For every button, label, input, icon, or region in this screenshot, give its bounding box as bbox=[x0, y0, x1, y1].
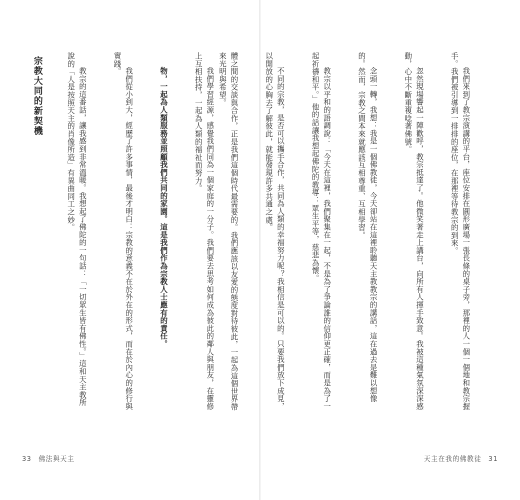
right-page-number: 31 bbox=[488, 455, 498, 463]
left-page-number: 33 bbox=[22, 455, 32, 463]
left-paragraph: 我們從小到大，經歷了許多事情，最後才明白：宗教的意義不在於外在的形式，而在於內心的修行與實踐。 bbox=[113, 52, 134, 410]
right-paragraph: 體之間的交談與合作，正是我們這個時代最需要的。我們應該以友愛的態度對待彼此，一起為這個世界帶來光明與希望。 bbox=[218, 52, 239, 411]
left-paragraph: 我們學習經源，感覺我們同為一個家庭的一分子。我們要去思考如何成為彼此的鄰人與朋友，在靈修上互相扶持，一起為人類的福祉而努力。 bbox=[194, 52, 215, 410]
section-heading: 宗教大同的新契機 bbox=[31, 56, 42, 136]
right-page bbox=[218, 0, 520, 500]
right-paragraph: 我們來到了教宗演講的平台，座位安排在圓形廣場一張長條的桌子旁，那裡的人一個一個地和教宗握手。我們被引導到一排排的座位，在那裡等待教宗的到來。 bbox=[450, 52, 471, 410]
right-paragraph: 忽然現場響起一陣歡呼，教宗抵達了。他微笑著走上講台，向所有人揮手致意。我被這種氣氛深深感動，心中不斷重複唸著佛號。 bbox=[403, 52, 425, 410]
left-paragraph: 物，一起為人類服務並照顧我們共同的家園。這是我們作為宗教人士應有的責任。 bbox=[159, 66, 169, 348]
right-paragraph: 教宗以平和的語調說：「今天在這裡，我們聚集在一起，不是為了爭論誰的信仰更正確，而是為了一起祈禱和平。」他的話讓我想起佛陀的教導：眾生平等，慈悲為懷。 bbox=[311, 52, 332, 410]
right-folio bbox=[417, 453, 498, 463]
right-running-title: 天主在我的佛教徒 bbox=[423, 455, 482, 463]
right-paragraph: 念頭一轉，我想：我是一個佛教徒，今天卻站在這裡聆聽天主教教宗的講話，這在過去是難以想像的。然而，宗教之間本來就應該互相尊重、互相學習。 bbox=[357, 52, 379, 403]
right-paragraph: 不同的宗教，是否可以攜手合作，共同為人類的幸福努力呢？我相信是可以的。只要我們放下成見，以開放的心胸去了解彼此，就能發現許多共通之處。 bbox=[264, 52, 286, 410]
right-page-text bbox=[218, 52, 495, 414]
left-running-title: 佛法與天主 bbox=[38, 455, 75, 463]
left-paragraph: 教宗的這番話，讓我感到非常溫暖。我想起了佛陀的一句話：「一切眾生皆有佛性。」這和天主教所說的「人是按照天主的肖像所造」有異曲同工之妙。 bbox=[66, 52, 88, 407]
left-folio bbox=[22, 453, 82, 463]
